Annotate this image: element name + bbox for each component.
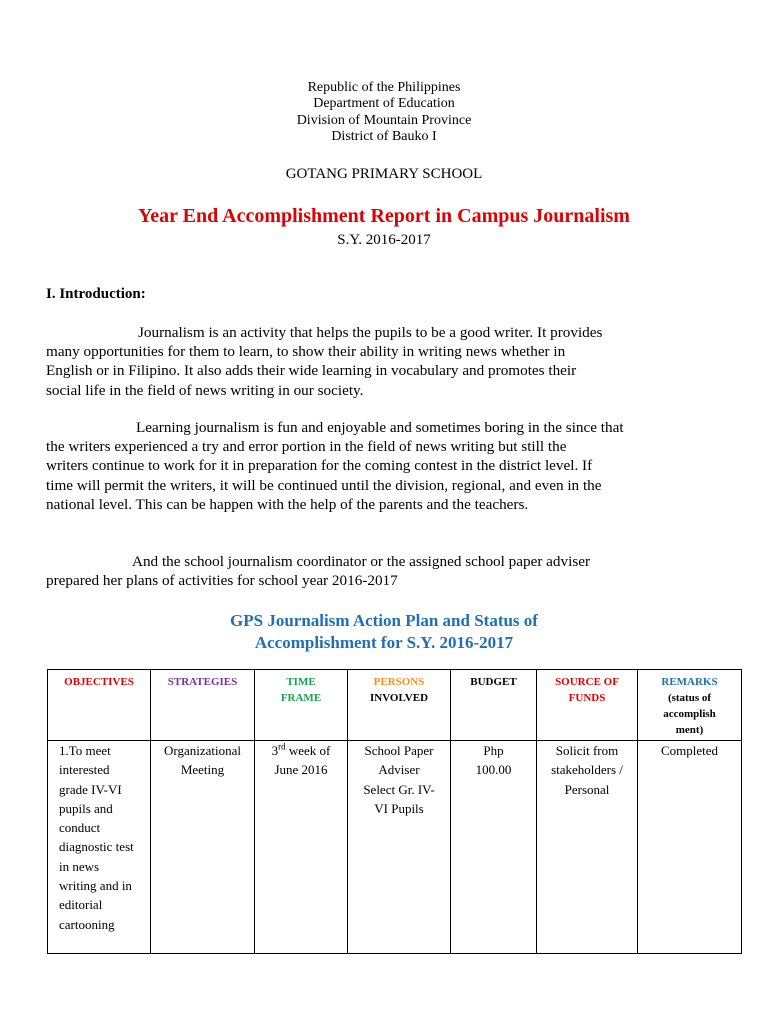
cell-remarks: Completed (638, 741, 742, 954)
intro-paragraph-1 (46, 323, 726, 400)
intro-paragraph-2 (46, 418, 726, 514)
paragraph-line: the writers experienced a try and error portion in the field of news writing but still the (46, 438, 567, 456)
paragraph-line: prepared her plans of activities for school year 2016-2017 (46, 572, 398, 590)
paragraph-line: And the school journalism coordinator or the assigned school paper adviser (132, 553, 591, 570)
school-name: GOTANG PRIMARY SCHOOL (285, 166, 483, 182)
col-header-strategies: STRATEGIES (151, 670, 255, 741)
header-district: District of Bauko I (331, 129, 437, 144)
col-header-remarks: REMARKS (status of accomplish ment) (638, 670, 742, 741)
header-republic: Republic of the Philippines (307, 80, 461, 95)
section-heading: I. Introduction: (46, 286, 146, 302)
cell-persons-involved: School Paper Adviser Select Gr. IV- VI Pupils (348, 741, 451, 954)
paragraph-line: national level. This can be happen with the help of the parents and the teachers. (46, 495, 529, 513)
action-plan-title-line2: Accomplishment for S.Y. 2016-2017 (254, 633, 514, 652)
table-header-row (48, 670, 742, 741)
report-title: Year End Accomplishment Report in Campus Journalism (138, 205, 630, 227)
cell-time-frame: 3rd week of June 2016 (255, 741, 348, 954)
paragraph-line: Journalism is an activity that helps the pupils to be a good writer. It provides (138, 324, 603, 341)
col-header-objectives: OBJECTIVES (48, 670, 151, 741)
cell-objective: 1.To meet interested grade IV-VI pupils and conduct diagnostic test in news writing and in editorial cartooning (48, 741, 151, 954)
col-header-budget: BUDGET (451, 670, 537, 741)
paragraph-line: social life in the field of news writing in our society. (46, 381, 364, 399)
col-header-persons-involved: PERSONS INVOLVED (348, 670, 451, 741)
col-header-time-frame: TIME FRAME (255, 670, 348, 741)
cell-budget: Php 100.00 (451, 741, 537, 954)
paragraph-line: Learning journalism is fun and enjoyable and sometimes boring in the since that (136, 419, 624, 436)
cell-source-of-funds: Solicit from stakeholders / Personal (537, 741, 638, 954)
header-department: Department of Education (313, 96, 455, 111)
header-division: Division of Mountain Province (296, 113, 472, 128)
paragraph-line: many opportunities for them to learn, to show their ability in writing news whether in (46, 343, 566, 361)
school-year: S.Y. 2016-2017 (337, 232, 431, 248)
paragraph-line: time will permit the writers, it will be continued until the division, regional, and even in the (46, 476, 602, 494)
intro-paragraph-3 (46, 552, 726, 590)
paragraph-line: English or in Filipino. It also adds their wide learning in vocabulary and promotes their (46, 362, 577, 380)
cell-strategy: Organizational Meeting (151, 741, 255, 954)
table-row (48, 741, 742, 954)
col-header-source-of-funds: SOURCE OF FUNDS (537, 670, 638, 741)
action-plan-table (47, 669, 742, 954)
action-plan-title (0, 610, 768, 654)
paragraph-line: writers continue to work for it in preparation for the coming contest in the district level. If (46, 457, 593, 475)
action-plan-title-line1: GPS Journalism Action Plan and Status of (230, 611, 538, 630)
